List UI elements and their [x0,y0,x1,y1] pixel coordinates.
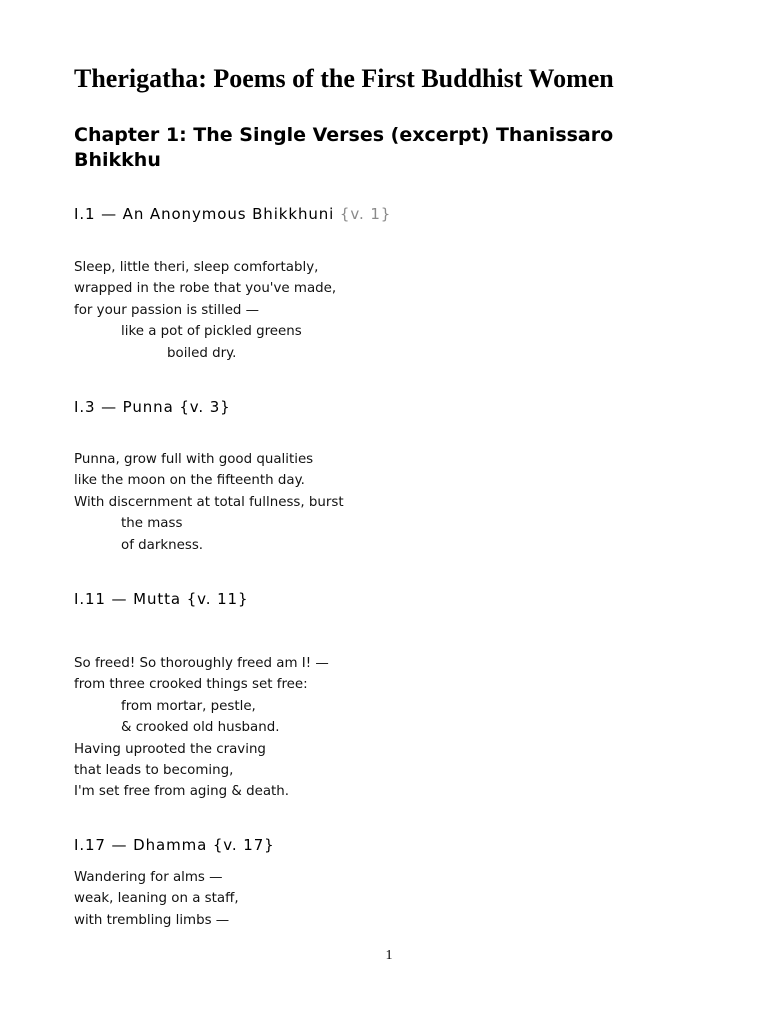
poem-line: wrapped in the robe that you've made, [74,281,337,297]
poem-i3 [74,449,344,556]
poem-line: the mass [121,516,183,532]
poem-line: Wandering for alms — [74,870,223,885]
verse-reference: {v. 1} [339,205,392,223]
verse-reference: {v. 3} [179,398,231,416]
poem-line: of darkness. [121,537,204,553]
poem-i17 [74,867,239,931]
poem-line: Punna, grow full with good qualities [74,452,314,467]
section-heading-i3 [74,397,231,417]
section-heading-text: I.1 — An Anonymous Bhikkhuni [74,205,335,223]
poem-i1 [74,257,336,364]
poem-line: from three crooked things set free: [74,677,308,693]
poem-line: I'm set free from aging & death. [74,784,290,800]
page-number: 1 [385,948,393,963]
section-heading-i11 [74,589,248,609]
document-title: Therigatha: Poems of the First Buddhist Women [74,64,614,93]
poem-line: With discernment at total fullness, burst [74,494,344,510]
poem-i11 [74,653,329,803]
section-heading-i1 [74,204,391,224]
section-heading-text: I.17 — Dhamma [74,836,208,854]
poem-line: from mortar, pestle, [121,698,256,714]
poem-line: Sleep, little theri, sleep comfortably, [74,260,319,275]
poem-line: for your passion is stilled — [74,302,260,318]
poem-line: with trembling limbs — [74,912,230,928]
section-heading-text: I.11 — Mutta [74,590,182,608]
poem-line: that leads to becoming, [74,763,234,779]
poem-line: & crooked old husband. [121,720,280,736]
verse-reference: {v. 11} [186,590,249,608]
section-heading-i17 [74,835,275,855]
poem-line: So freed! So thoroughly freed am I! — [74,656,329,671]
verse-reference: {v. 17} [212,836,275,854]
chapter-title: Chapter 1: The Single Verses (excerpt) Thanissaro Bhikkhu [74,124,614,171]
poem-line: like the moon on the fifteenth day. [74,473,305,489]
poem-line: weak, leaning on a staff, [74,891,239,907]
poem-line: like a pot of pickled greens [121,324,302,340]
poem-line: Having uprooted the craving [74,741,266,757]
poem-line: boiled dry. [167,345,237,361]
section-heading-text: I.3 — Punna [74,398,174,416]
